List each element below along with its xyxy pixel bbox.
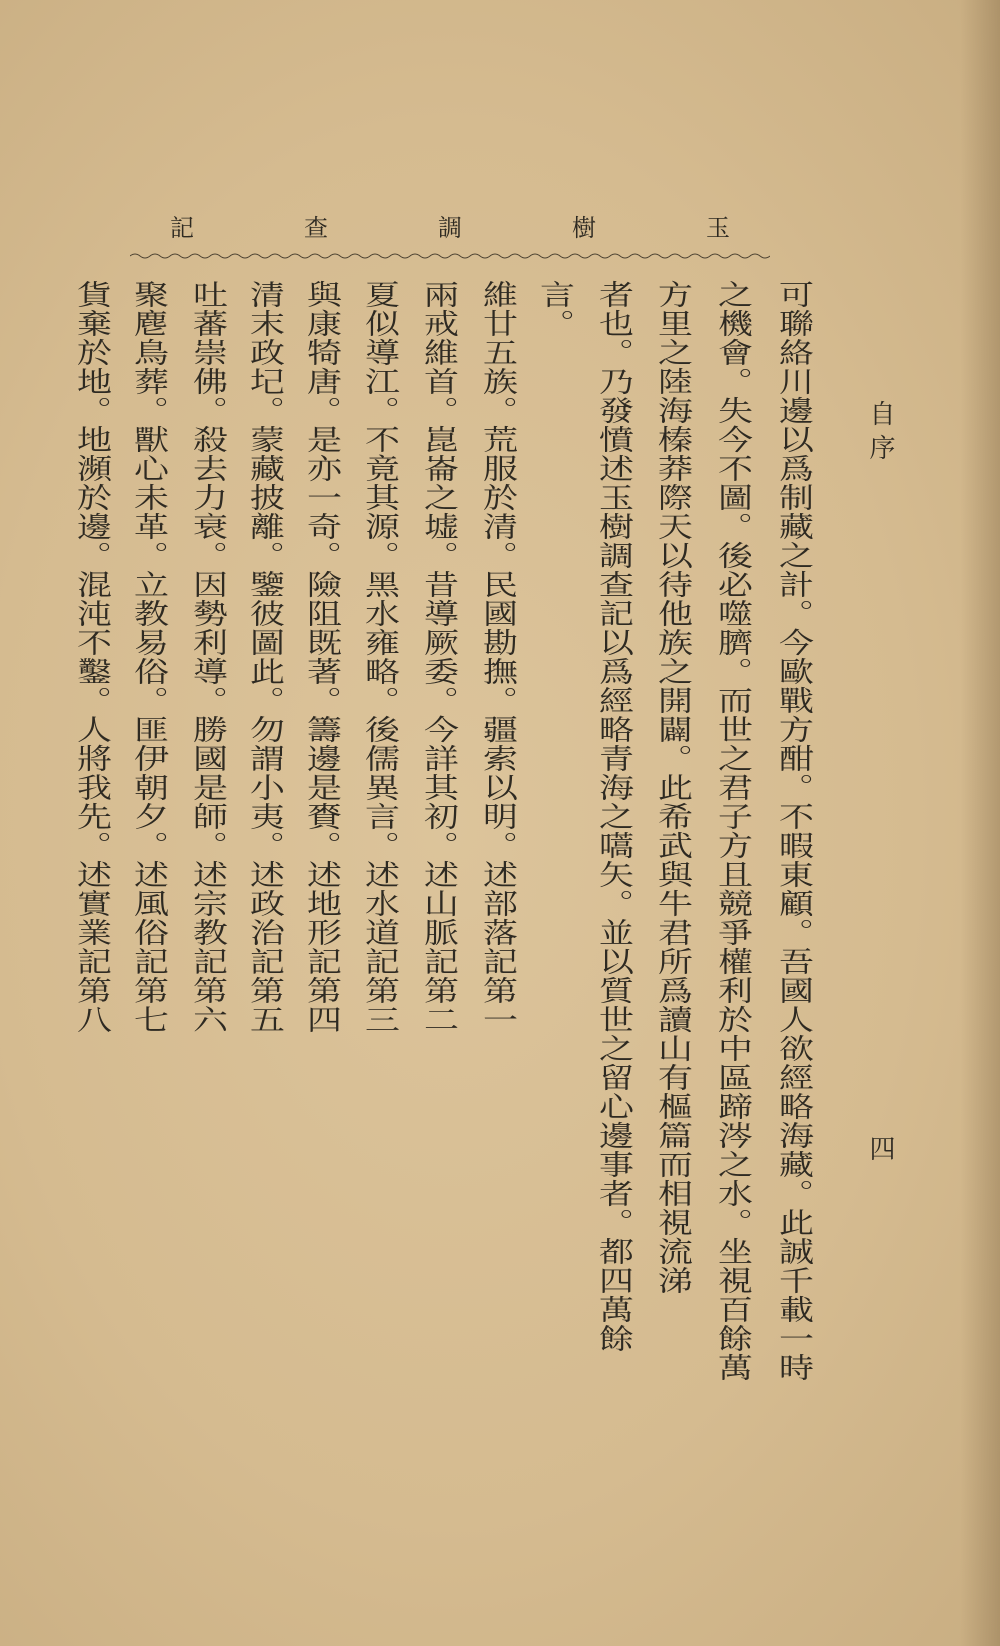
chapter-summary-column: 夏似導江。不竟其源。黑水雍略。後儒異言。述水道記第三	[360, 280, 402, 1034]
chapter-summary-column: 與康犄唐。是亦一奇。險阻既著。籌邊是賚。述地形記第四	[302, 280, 344, 1034]
chapter-summary-column: 兩戒維首。崑崙之墟。昔導厥委。今詳其初。述山脈記第二	[419, 280, 461, 1034]
chapter-summary-column: 吐蕃崇佛。殺去力衰。因勢利導。勝國是師。述宗教記第六	[188, 280, 230, 1034]
preface-column: 之機會。失今不圖。後必噬臍。而世之君子方且競爭權利於中區蹄涔之水。坐視百餘萬	[713, 280, 755, 1382]
page-number: 四	[865, 1135, 895, 1161]
preface-column: 方里之陸海榛莽際天以待他族之開闢。此希武與牛君所爲讀山有樞篇而相視流涕	[653, 280, 695, 1295]
preface-column: 可聯絡川邊以爲制藏之計。今歐戰方酣。不暇東顧。吾國人欲經略海藏。此誠千載一時	[774, 280, 816, 1382]
page-edge-shadow	[960, 0, 1000, 1646]
title-char: 記	[170, 214, 194, 242]
section-label: 自 序	[865, 400, 895, 461]
title-char: 調	[438, 214, 462, 242]
chapter-summary-column: 聚麀鳥葬。獸心未革。立教易俗。匪伊朝夕。述風俗記第七	[129, 280, 171, 1034]
preface-column: 言。	[535, 280, 577, 338]
chapter-summary-column: 貨棄於地。地瀕於邊。混沌不鑿。人將我先。述實業記第八	[72, 280, 114, 1034]
chapter-summary-column: 清末政圮。蒙藏披離。鑒彼圖此。勿謂小夷。述政治記第五	[245, 280, 287, 1034]
title-char: 樹	[572, 214, 596, 242]
chapter-summary-column: 維廿五族。荒服於清。民國勘撫。疆索以明。述部落記第一	[478, 280, 520, 1034]
preface-column: 者也。乃發憤述玉樹調查記以爲經略青海之嚆矢。並以質世之留心邊事者。都四萬餘	[594, 280, 636, 1353]
wavy-rule	[130, 252, 770, 260]
running-head-book-title	[130, 208, 770, 243]
title-char: 查	[304, 214, 328, 242]
title-char: 玉	[706, 214, 730, 242]
